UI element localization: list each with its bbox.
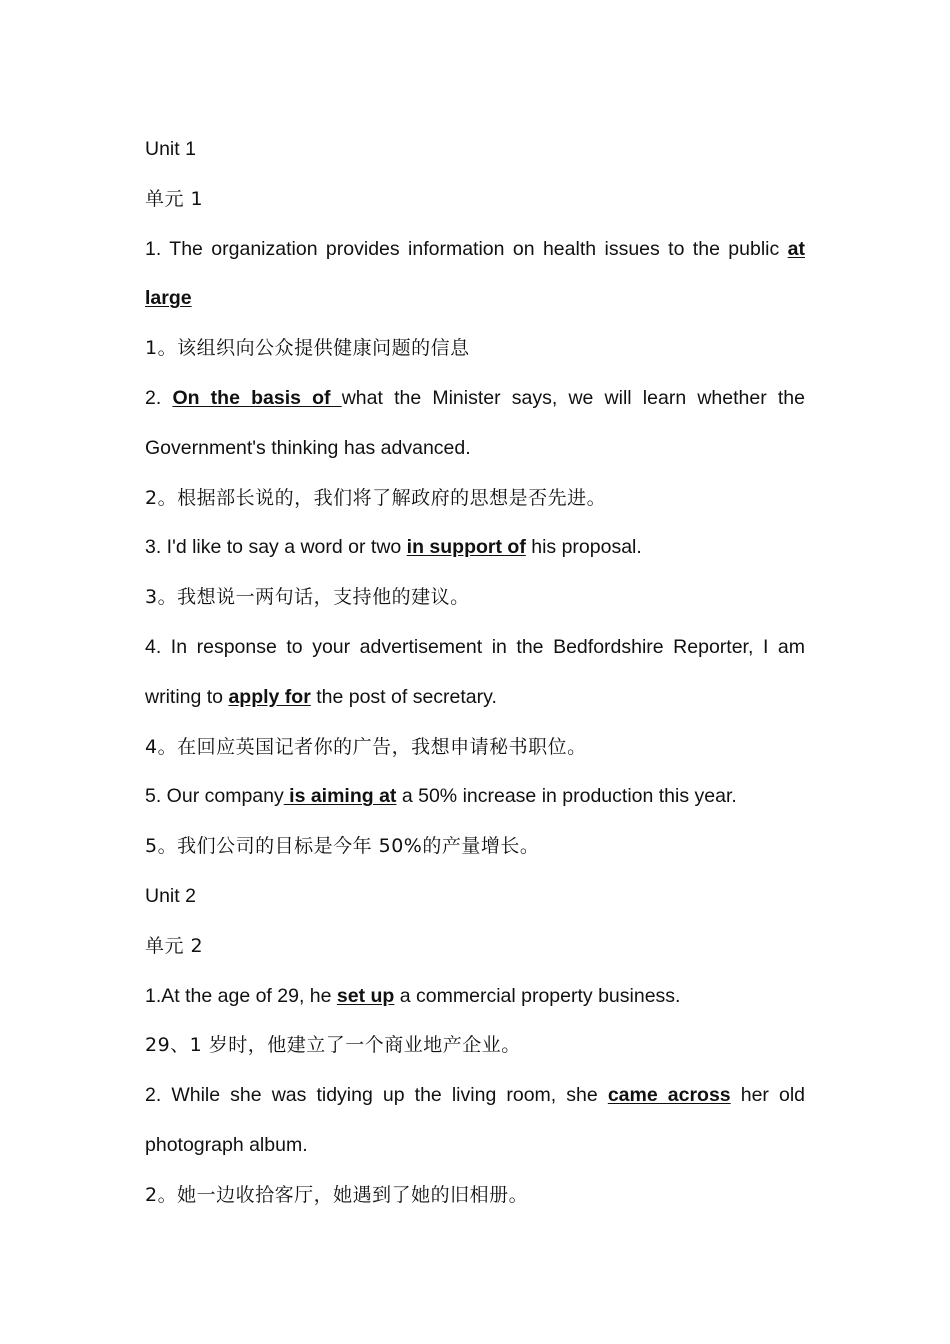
sentence-en: [145, 623, 805, 723]
sentence-text: 4. In response to your advertisement in the Bedfordshire Reporter, I am writing to: [145, 635, 805, 708]
sentence-text: the post of secretary.: [310, 685, 497, 708]
sentence-en: [145, 523, 805, 573]
sentence-text: 3. I'd like to say a word or two: [145, 536, 407, 559]
sentence-zh: 1。该组织向公众提供健康问题的信息: [145, 337, 470, 360]
sentence-text: 2. While she was tidying up the living room, she: [145, 1084, 608, 1107]
sentence-text: a 50% increase in production this year.: [396, 785, 737, 808]
sentence-text: 5. Our company: [145, 785, 284, 808]
sentence-zh: 2。根据部长说的，我们将了解政府的思想是否先进。: [145, 486, 607, 509]
sentence-zh: 4。在回应英国记者你的广告，我想申请秘书职位。: [145, 735, 587, 758]
sentence-zh: 2。她一边收拾客厅，她遇到了她的旧相册。: [145, 1183, 529, 1206]
sentence-text: 2.: [145, 386, 173, 409]
sentence-zh: 3。我想说一两句话，支持他的建议。: [145, 586, 470, 609]
sentence-text: his proposal.: [525, 536, 642, 559]
unit-heading-zh: 单元 1: [145, 187, 204, 210]
key-phrase: in support of: [406, 536, 526, 559]
sentence-en: [145, 772, 805, 822]
document-page: [145, 125, 805, 1221]
key-phrase: On the basis of: [172, 386, 342, 409]
unit-heading-zh: 单元 2: [145, 934, 204, 957]
key-phrase: set up: [336, 984, 395, 1007]
key-phrase: is aiming at: [283, 785, 397, 808]
sentence-text: a commercial property business.: [394, 984, 681, 1007]
sentence-zh: 5。我们公司的目标是今年 50%的产量增长。: [145, 835, 540, 858]
sentence-text: 1.At the age of 29, he: [145, 984, 337, 1007]
sentence-en: [145, 374, 805, 474]
sentence-en: [145, 1071, 805, 1171]
sentence-zh: 29、1 岁时，他建立了一个商业地产企业。: [145, 1034, 521, 1057]
sentence-text: 1. The organization provides information on health issues to the public: [145, 237, 788, 260]
key-phrase: apply for: [228, 685, 311, 708]
sentence-text: what the Minister says, we will learn whether the Government's thinking has advanced.: [145, 386, 805, 459]
sentence-en: [145, 972, 805, 1022]
sentence-en: [145, 225, 805, 325]
sentence-text: her old photograph album.: [145, 1084, 806, 1156]
key-phrase: at large: [145, 237, 805, 310]
key-phrase: came across: [607, 1084, 731, 1107]
unit-heading: Unit 1: [145, 138, 196, 160]
unit-heading: Unit 2: [145, 884, 196, 907]
